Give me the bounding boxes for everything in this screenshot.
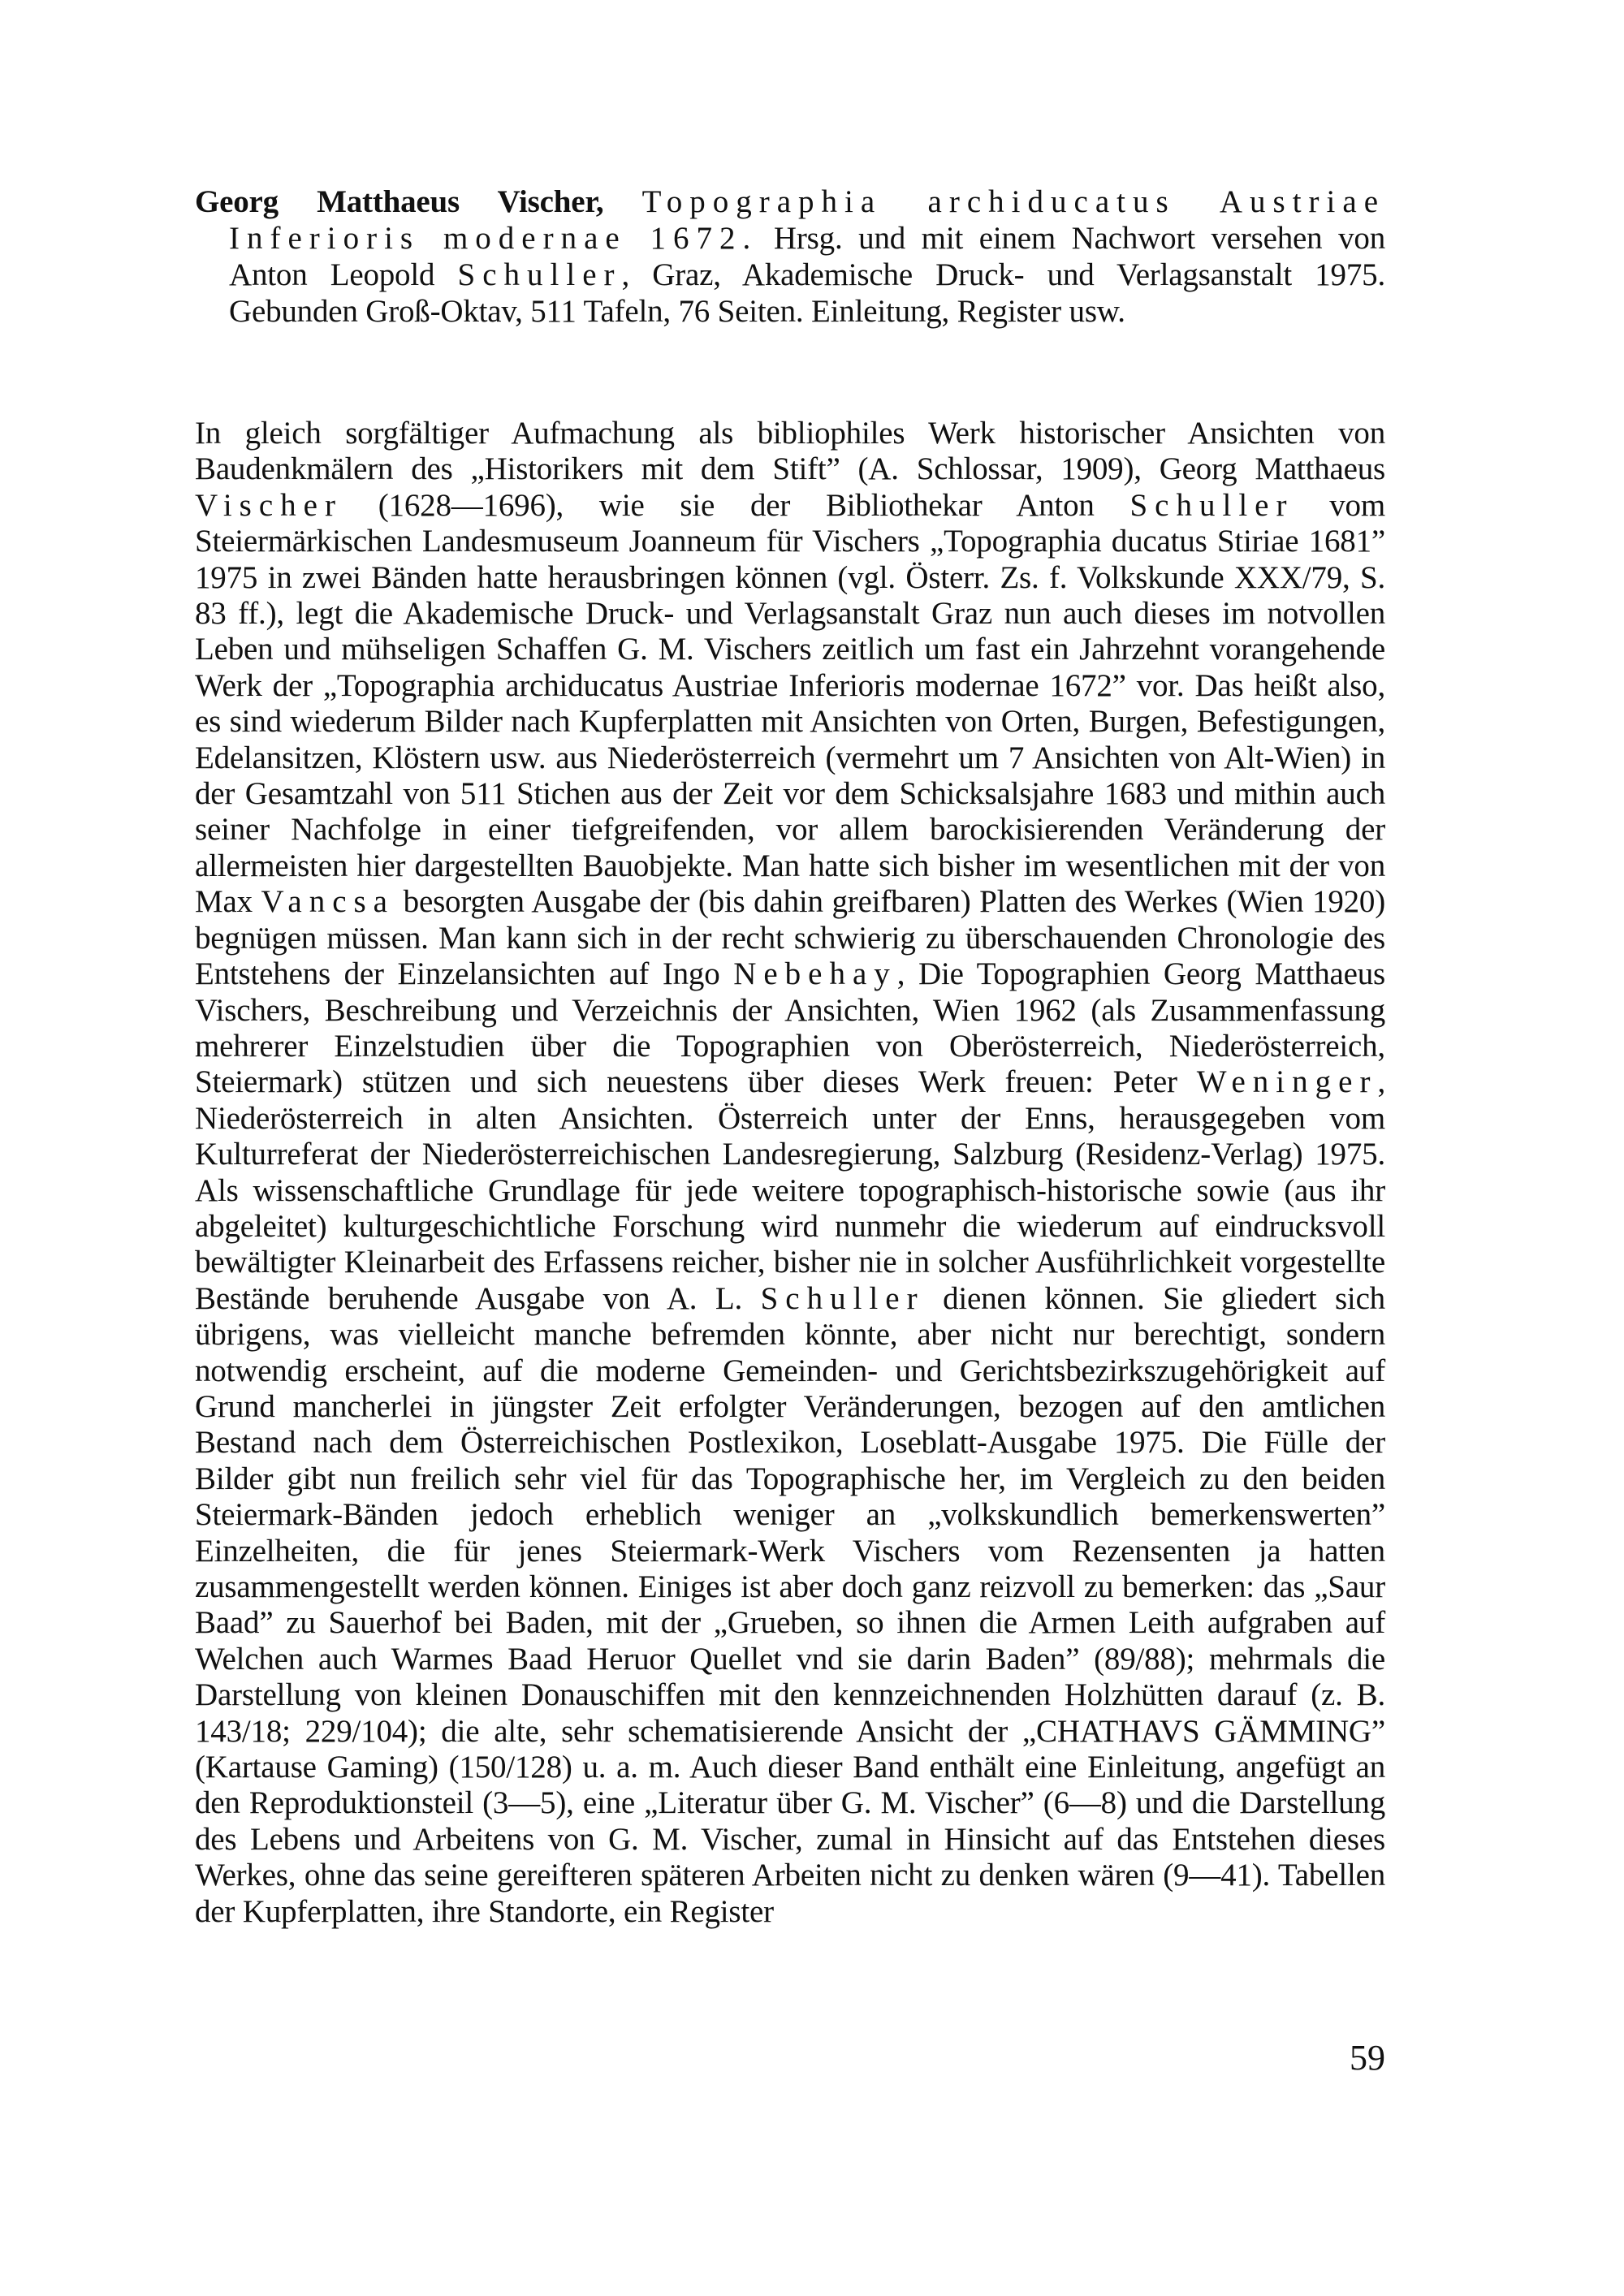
page-number: 59 [1350,2038,1385,2078]
review-text-2: (1628—1696), wie sie der Bibliothekar Anton [342,487,1130,523]
bibliographic-entry [195,183,1385,330]
review-text-4: besorgten Ausgabe der (bis dahin greifbaren) Platten des Werkes (Wien 1920) begnügen müssen. Man kann sich in der recht schwierig zu überschauenden Chronologie des Entstehens der Einzelansichten auf Ingo [195,884,1386,992]
entry-author: Georg Matthaeus Vischer, [195,184,604,219]
name-vischer: Vischer [195,487,343,523]
name-schuller-2: Schuller [760,1280,925,1316]
name-nebehay: Nebehay [733,956,897,992]
review-text-3: vom Steiermärkischen Landesmuseum Joanneum für Vischers „Topographia ducatus Stiriae 1681” 1975 in zwei Bänden hatte herausbringen können (vgl. Österr. Zs. f. Volkskunde XXX/79, S. 83 ff.), legt die Akademische Druck- und Verlagsanstalt Graz nun auch dieses im notvollen Leben und mühseligen Schaffen G. M. Vischers zeitlich um fast ein Jahrzehnt vorangehende Werk der „Topographia archiducatus Austriae Inferioris modernae 1672” vor. Das heißt also, es sind wiederum Bilder nach Kupferplatten mit Ansichten von Orten, Burgen, Befestigungen, Edelansitzen, Klöstern usw. aus Niederösterreich (vermehrt um 7 Ansichten von Alt-Wien) in der Gesamtzahl von 511 Stichen aus der Zeit vor dem Schicksalsjahre 1683 und mithin auch seiner Nachfolge in einer tiefgreifenden, vor allem barockisierenden Veränderung der allermeisten hier dargestellten Bauobjekte. Man hatte sich bisher im wesentlichen mit der von Max [195,487,1385,920]
name-vancsa: Vancsa [261,884,395,920]
entry-title: Topographia archiducatus Austriae Inferioris modernae 1672. [229,184,1385,256]
review-text-6: , Niederösterreich in alten Ansichten. Österreich unter der Enns, herausgegeben vom Kulturreferat der Niederösterreichischen Landesregierung, Salzburg (Residenz-Verlag) 1975. Als wissenschaftliche Grundlage für jede weitere topographisch-historische sowie (aus ihr abgeleitet) kulturgeschichtliche Forschung wird nunmehr die wiederum auf eindrucksvoll bewältigter Kleinarbeit des Erfassens reicher, bisher nie in solcher Ausführlichkeit vorgestellte Bestände beruhende Ausgabe von A. L. [195,1064,1385,1316]
entry-editor: Schuller [457,257,622,292]
name-weninger: Weninger [1196,1064,1378,1100]
name-schuller: Schuller [1129,487,1294,523]
review-text-1: In gleich sorgfältiger Aufmachung als bibliophiles Werk historischer Ansichten von Baudenkmälern des „Historikers mit dem Stift” (A. Schlossar, 1909), Georg Matthaeus [195,416,1385,487]
review-text-7: dienen können. Sie gliedert sich übrigens, was vielleicht manche befremden könnte, aber nicht nur berechtigt, sondern notwendig erscheint, auf die moderne Gemeinden- und Gerichtsbezirkszugehörigkeit auf Grund mancherlei in jüngster Zeit erfolgter Veränderungen, bezogen auf den amtlichen Bestand nach dem Österreichischen Postlexikon, Loseblatt-Ausgabe 1975. Die Fülle der Bilder gibt nun freilich sehr viel für das Topographische her, im Vergleich zu den beiden Steiermark-Bänden jedoch erheblich weniger an „volkskundlich bemerkenswerten” Einzelheiten, die für jenes Steiermark-Werk Vischers vom Rezensenten ja hatten zusammengestellt werden können. Einiges ist aber doch ganz reizvoll zu bemerken: das „Saur Baad” zu Sauerhof bei Baden, mit der „Grueben, so ihnen die Armen Leith aufgraben auf Welchen auch Warmes Baad Heruor Quellet vnd sie darin Baden” (89/88); mehrmals die Darstellung von kleinen Donauschiffen mit den kennzeichnenden Holzhütten darauf (z. B. 143/18; 229/104); die alte, sehr schematisierende Ansicht der „CHATHAVS GÄMMING” (Kartause Gaming) (150/128) u. a. m. Auch dieser Band enthält eine Einleitung, angefügt an den Reproduktionsteil (3—5), eine „Literatur über G. M. Vischer” (6—8) und die Darstellung des Lebens und Arbeitens von G. M. Vischer, zumal in Hinsicht auf das Entstehen dieses Werkes, ohne das seine gereifteren späteren Arbeiten nicht zu denken wären (9—41). Tabellen der Kupferplatten, ihre Standorte, ein Register [195,1280,1385,1929]
entry-details-1: Hrsg. und mit einem Nachwort versehen von Anton Leopold [229,221,1385,292]
entry-details-2: , Graz, Akademische Druck- und Verlagsanstalt 1975. Gebunden Groß-Oktav, 511 Tafeln, 76 Seiten. Einleitung, Register usw. [229,257,1385,329]
bibliographic-entry-text [195,183,1385,330]
review-paragraph [195,416,1385,1930]
review-body [195,416,1385,1930]
review-text-5: , Die Topographien Georg Matthaeus Vischers, Beschreibung und Verzeichnis der Ansichten, Wien 1962 (als Zusammenfassung mehrerer Einzelstudien über die Topographien von Oberösterreich, Niederösterreich, Steiermark) stützen und sich neuestens über dieses Werk freuen: Peter [195,956,1385,1100]
